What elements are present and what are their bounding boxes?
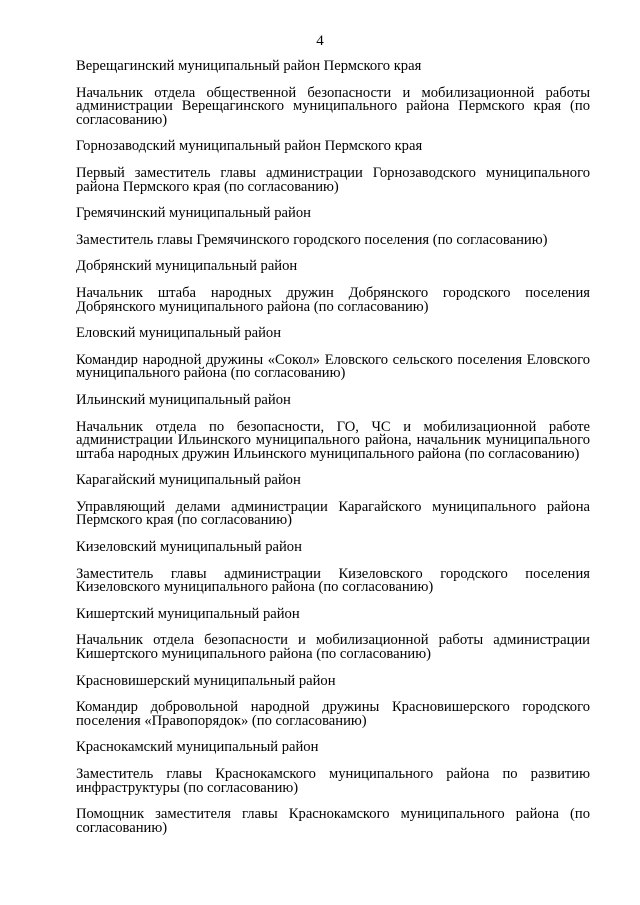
section-kishertsky (76, 605, 590, 663)
position-entry: Командир народной дружины «Сокол» Еловского сельского поселения Еловского муниципального района (по согласованию) (76, 351, 590, 382)
position-entry: Управляющий делами администрации Карагайского муниципального района Пермского края (по согласованию) (76, 498, 590, 529)
district-heading: Красновишерский муниципальный район (76, 672, 336, 689)
position-entry: Командир добровольной народной дружины Красновишерского городского поселения «Правопорядок» (по согласованию) (76, 699, 590, 729)
document-body (76, 60, 590, 848)
section-gremyachinsky (76, 207, 590, 247)
district-heading: Добрянский муниципальный район (76, 258, 298, 275)
district-heading: Горнозаводский муниципальный район Пермского края (76, 138, 423, 155)
position-entry: Начальник отдела по безопасности, ГО, ЧС и мобилизационной работе администрации Ильинского муниципального района, начальник муниципального штаба народных дружин Ильинского муниципального района (по согласованию) (76, 418, 590, 462)
district-heading: Карагайский муниципальный район (76, 472, 301, 489)
position-entry: Первый заместитель главы администрации Горнозаводского муниципального района Пермского края (по согласованию) (76, 164, 590, 195)
section-vereshchaginsky (76, 60, 590, 127)
position-entry: Начальник отдела общественной безопасности и мобилизационной работы администрации Верещагинского муниципального района Пермского края (по согласованию) (76, 84, 590, 128)
section-elovsky (76, 327, 590, 381)
section-kizelovsky (76, 541, 590, 595)
district-heading: Кизеловский муниципальный район (76, 539, 302, 556)
section-karagaysky (76, 474, 590, 528)
district-heading: Гремячинский муниципальный район (76, 205, 311, 222)
district-heading: Ильинский муниципальный район (76, 391, 291, 408)
page-number: 4 (316, 33, 324, 49)
district-heading: Краснокамский муниципальный район (76, 739, 319, 756)
section-krasnovishersky (76, 672, 590, 729)
section-ilyinsky (76, 391, 590, 462)
position-entry: Заместитель главы Краснокамского муниципального района по развитию инфраструктуры (по согласованию) (76, 766, 590, 796)
position-entry: Заместитель главы администрации Кизеловского городского поселения Кизеловского муниципального района (по согласованию) (76, 565, 590, 596)
position-entry: Начальник штаба народных дружин Добрянского городского поселения Добрянского муниципального района (по согласованию) (76, 284, 590, 315)
district-heading: Еловский муниципальный район (76, 325, 282, 342)
section-krasnokamsky (76, 741, 590, 835)
section-gornozavodsky (76, 140, 590, 194)
position-entry: Помощник заместителя главы Краснокамского муниципального района (по согласованию) (76, 806, 590, 836)
district-heading: Верещагинский муниципальный район Пермского края (76, 58, 422, 74)
section-dobryansky (76, 260, 590, 314)
district-heading: Кишертский муниципальный район (76, 605, 300, 622)
position-entry: Заместитель главы Гремячинского городского поселения (по согласованию) (76, 231, 548, 248)
position-entry: Начальник отдела безопасности и мобилизационной работы администрации Кишертского муниципального района (по согласованию) (76, 632, 590, 663)
